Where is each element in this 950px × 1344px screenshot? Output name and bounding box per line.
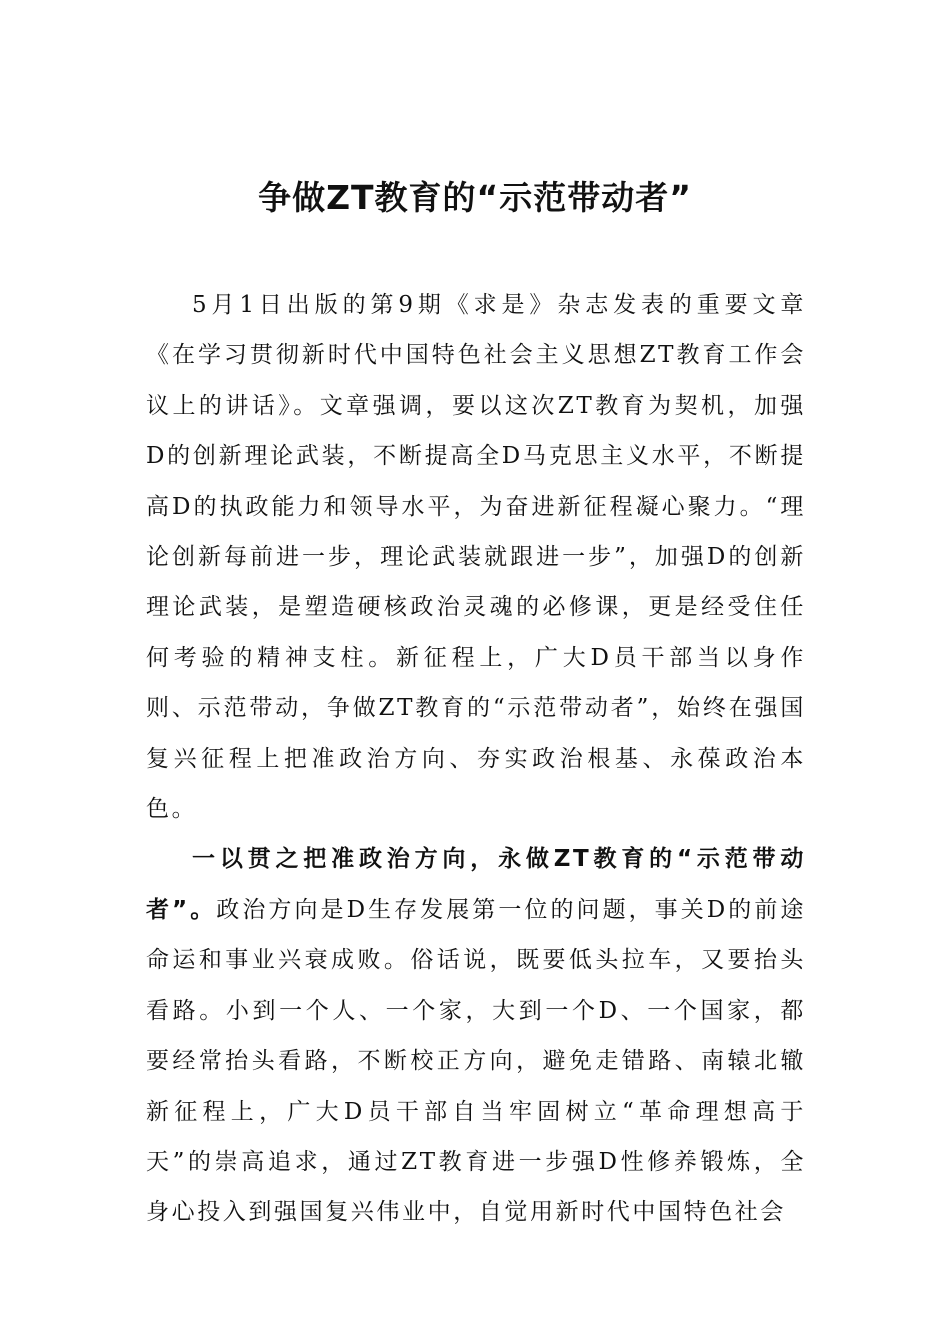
document-body	[146, 280, 806, 1238]
paragraph-intro-text: 5月1日出版的第9期《求是》杂志发表的重要文章《在学习贯彻新时代中国特色社会主义思想ZT教育工作会议上的讲话》。文章强调，要以这次ZT教育为契机，加强D的创新理论武装，不断提高全D马克思主义水平，不断提高D的执政能力和领导水平，为奋进新征程凝心聚力。“理论创新每前进一步，理论武装就跟进一步”，加强D的创新理论武装，是塑造硬核政治灵魂的必修课，更是经受住任何考验的精神支柱。新征程上，广大D员干部当以身作则、示范带动，争做ZT教育的“示范带动者”，始终在强国复兴征程上把准政治方向、夯实政治根基、永葆政治本色。	[146, 292, 806, 823]
paragraph-intro	[146, 280, 806, 834]
section-one-heading: 一以贯之把准政治方向，永做ZT教育的“示范带动者”。	[146, 846, 806, 923]
paragraph-section-one-text: 政治方向是D生存发展第一位的问题，事关D的前途命运和事业兴衰成败。俗话说，既要低头拉车，又要抬头看路。小到一个人、一个家，大到一个D、一个国家，都要经常抬头看路，不断校正方向，避免走错路、南辕北辙新征程上，广大D员干部自当牢固树立“革命理想高于天”的崇高追求，通过ZT教育进一步强D性修养锻炼，全身心投入到强国复兴伟业中，自觉用新时代中国特色社会	[146, 896, 807, 1226]
paragraph-section-one	[146, 834, 806, 1237]
document-title: 争做ZT教育的“示范带动者”	[258, 178, 692, 217]
